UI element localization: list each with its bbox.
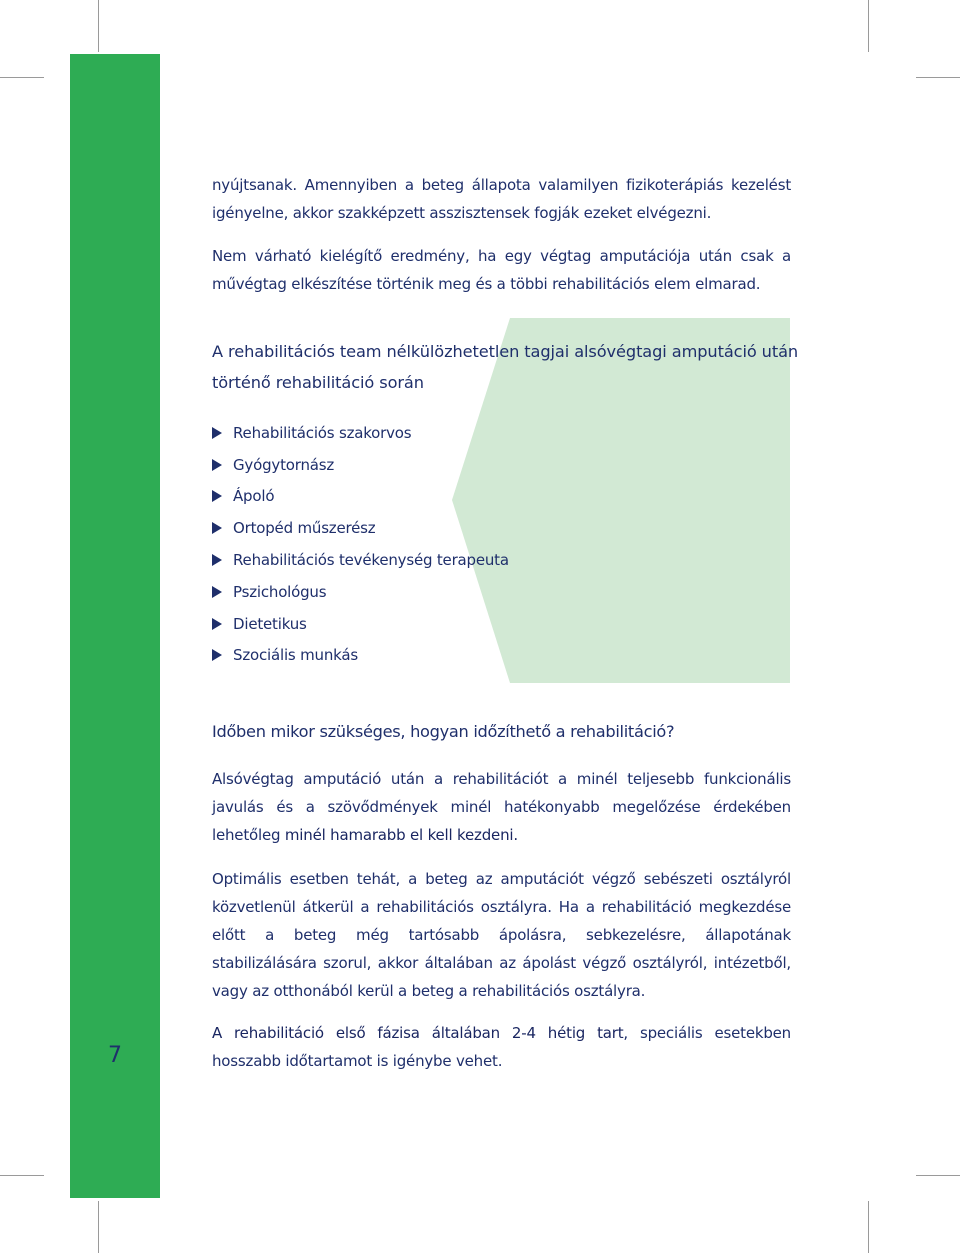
list-item-label: Pszichológus: [233, 582, 327, 601]
list-item: [212, 481, 509, 513]
triangle-bullet-icon: [212, 522, 222, 534]
triangle-bullet-icon: [212, 459, 222, 471]
timing-paragraph-3: [212, 1019, 791, 1075]
list-item: [212, 576, 509, 608]
intro-paragraph-1: nyújtsanak. Amennyiben a beteg állapota valamilyen fizikoterápiás kezelést igényelne, akkor szakképzett asszisztensek fogják ezeket elvégezni.: [212, 176, 791, 222]
list-item-label: Ápoló: [233, 487, 275, 506]
team-heading: A rehabilitációs team nélkülözhetetlen tagjai alsóvégtagi amputáció után történő rehabilitáció során: [212, 342, 799, 392]
triangle-bullet-icon: [212, 554, 222, 566]
list-item-label: Gyógytornász: [233, 455, 335, 474]
team-member-list: [212, 417, 509, 671]
timing-paragraph-1-emphasis: minél hamarabb el kell kezdeni.: [284, 826, 518, 844]
list-item: [212, 544, 509, 576]
list-item: [212, 640, 509, 672]
triangle-bullet-icon: [212, 490, 222, 502]
list-item: [212, 608, 509, 640]
triangle-bullet-icon: [212, 586, 222, 598]
triangle-bullet-icon: [212, 427, 222, 439]
timing-paragraph-1: [212, 765, 791, 849]
timing-paragraph-2: Optimális esetben tehát, a beteg az amputációt végző sebészeti osztályról közvetlenül átkerül a rehabilitációs osztályra. Ha a rehabilitáció megkezdése előtt a beteg még tartósabb ápolásra, sebkezelésre, állapotának stabilizálására szorul, akkor általában az ápolást végző osztályról, intézetből, vagy az otthonából kerül a beteg a rehabilitációs osztályra.: [212, 870, 791, 1000]
triangle-bullet-icon: [212, 649, 222, 661]
timing-paragraph-3-text: , speciális esetekben hosszabb időtartamot is igénybe vehet.: [212, 1024, 791, 1070]
timing-paragraph-3-emphasis: A rehabilitáció első fázisa általában 2-4 hétig tart: [212, 1024, 624, 1042]
list-item-label: Ortopéd műszerész: [233, 519, 376, 538]
list-item-label: Dietetikus: [233, 614, 307, 633]
list-item: [212, 512, 509, 544]
list-item: [212, 417, 509, 449]
intro-paragraph-2: Nem várható kielégítő eredmény, ha egy végtag amputációja után csak a művégtag elkészítése történik meg és a többi rehabilitációs elem elmarad.: [212, 247, 791, 293]
timing-paragraph-1-text: Alsóvégtag amputáció után a rehabilitációt a minél teljesebb funkcionális javulás és a szövődmények minél hatékonyabb megelőzése érdekében lehetőleg: [212, 770, 791, 844]
list-item-label: Szociális munkás: [233, 646, 358, 665]
list-item-label: Rehabilitációs tevékenység terapeuta: [233, 551, 509, 570]
list-item-label: Rehabilitációs szakorvos: [233, 423, 412, 442]
triangle-bullet-icon: [212, 618, 222, 630]
list-item: [212, 449, 509, 481]
page-number: 7: [108, 1043, 122, 1068]
timing-heading: Időben mikor szükséges, hogyan időzíthető a rehabilitáció?: [212, 722, 675, 741]
